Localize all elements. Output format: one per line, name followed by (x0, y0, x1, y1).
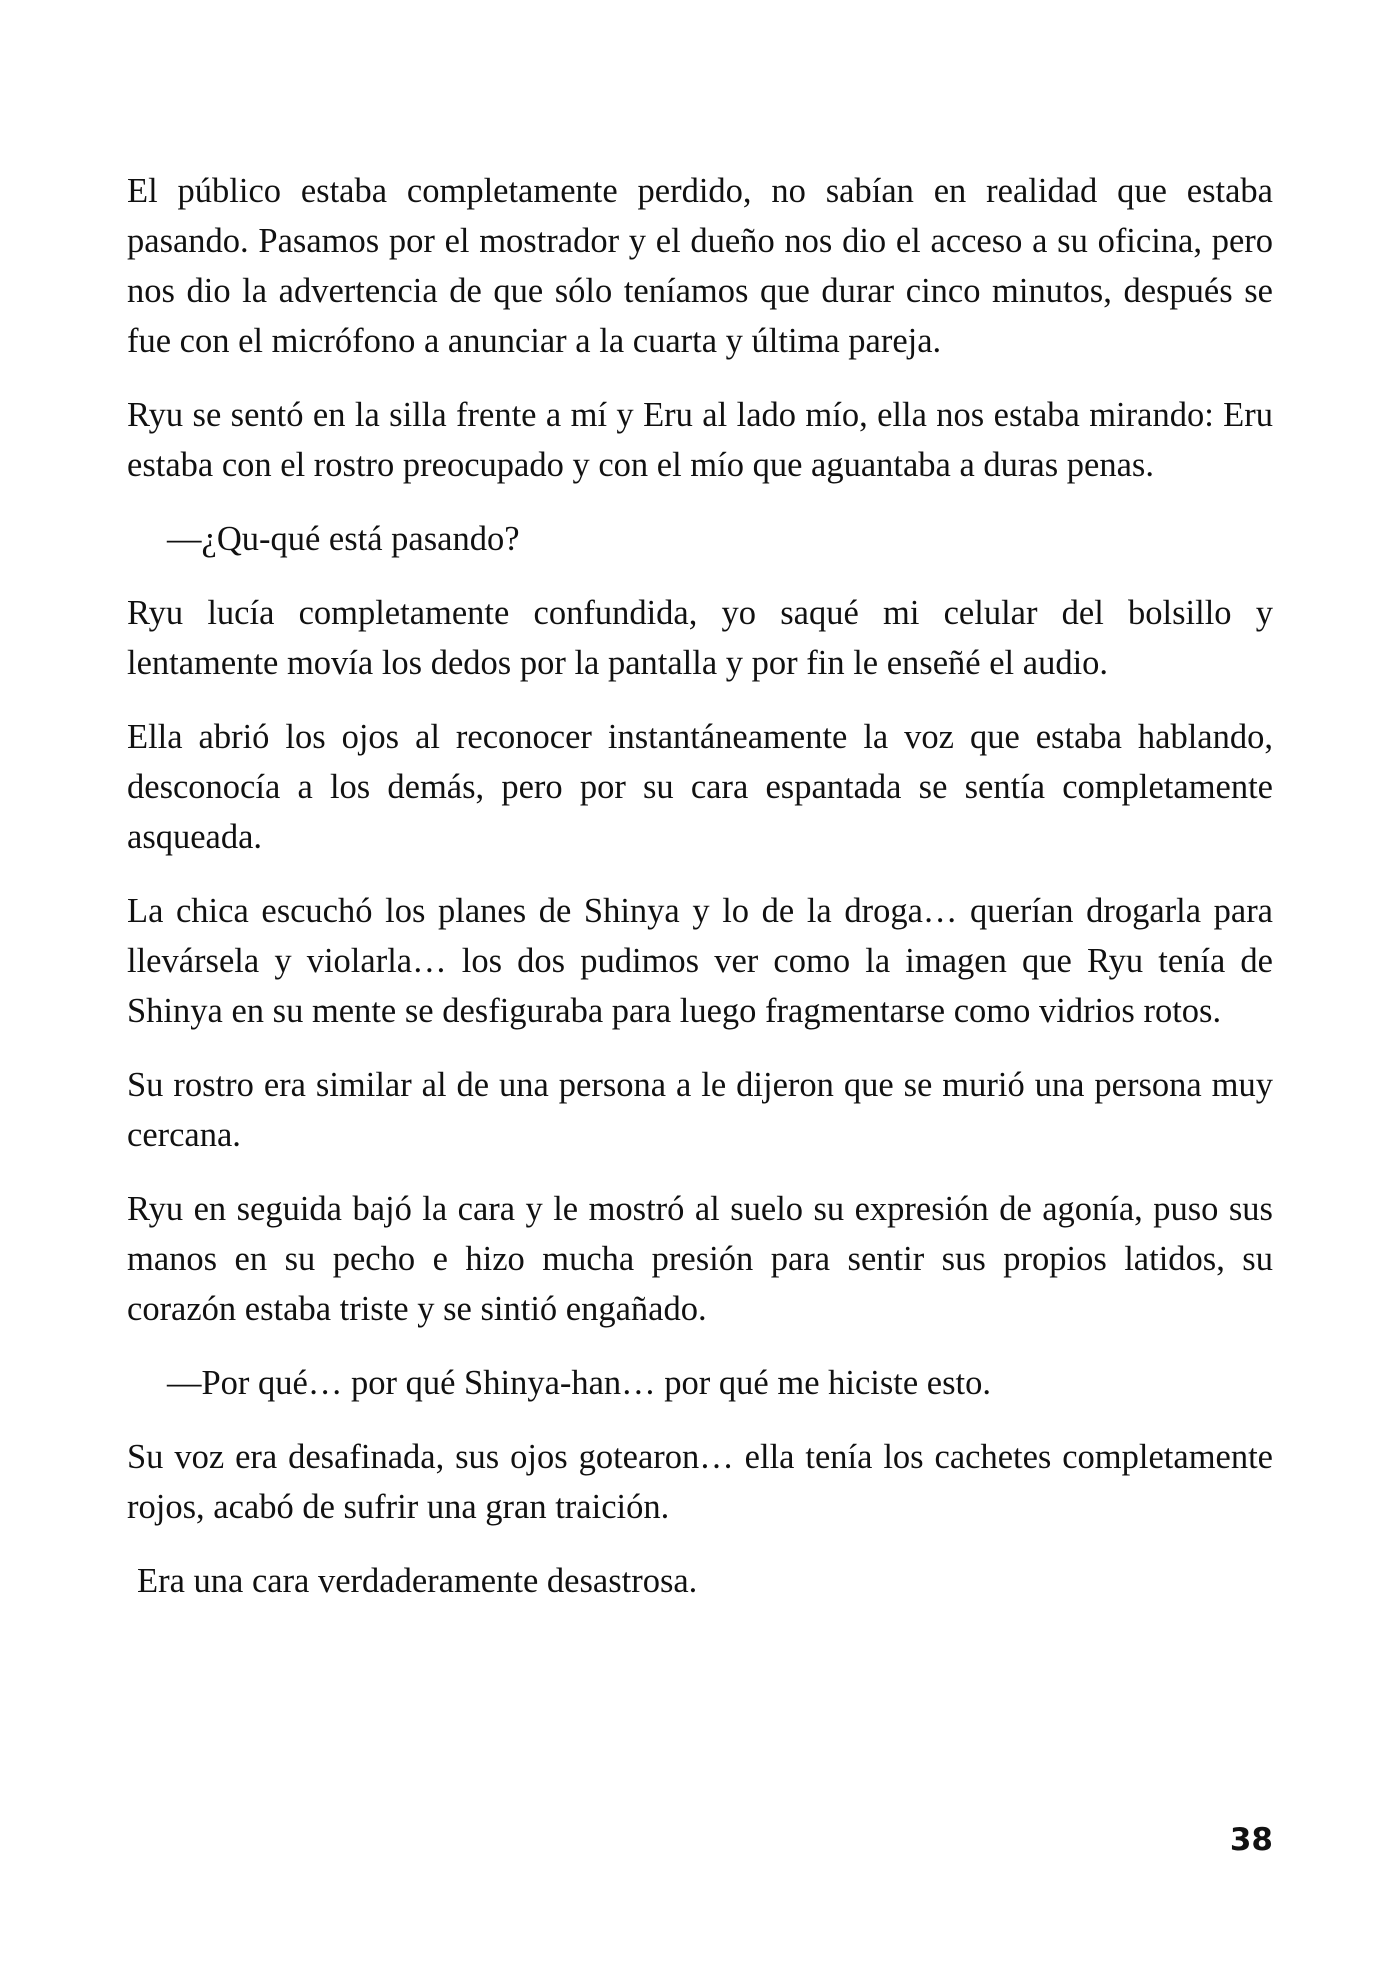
paragraph: Ella abrió los ojos al reconocer instantáneamente la voz que estaba hablando, desconocía a los demás, pero por su cara espantada se sentía completamente asqueada. (127, 718, 1273, 856)
page-number: 38 (1229, 1822, 1273, 1858)
dialogue-line: —Por qué… por qué Shinya-han… por qué me hiciste esto. (167, 1364, 992, 1402)
paragraph: El público estaba completamente perdido, no sabían en realidad que estaba pasando. Pasamos por el mostrador y el dueño nos dio el acceso a su oficina, pero nos dio la advertencia de que sólo teníamos que durar cinco minutos, después se fue con el micrófono a anunciar a la cuarta y última pareja. (127, 172, 1273, 360)
paragraph: Ryu se sentó en la silla frente a mí y Eru al lado mío, ella nos estaba mirando: Eru estaba con el rostro preocupado y con el mío que aguantaba a duras penas. (127, 396, 1273, 484)
paragraph: Su voz era desafinada, sus ojos gotearon… ella tenía los cachetes completamente rojos, acabó de sufrir una gran traición. (127, 1438, 1273, 1526)
paragraph: Su rostro era similar al de una persona a le dijeron que se murió una persona muy cercana. (127, 1066, 1273, 1154)
paragraph: Ryu en seguida bajó la cara y le mostró al suelo su expresión de agonía, puso sus manos en su pecho e hizo mucha presión para sentir sus propios latidos, su corazón estaba triste y se sintió engañado. (127, 1190, 1273, 1328)
paragraph: Era una cara verdaderamente desastrosa. (137, 1562, 698, 1600)
paragraph: Ryu lucía completamente confundida, yo saqué mi celular del bolsillo y lentamente movía los dedos por la pantalla y por fin le enseñé el audio. (127, 594, 1273, 682)
dialogue-line: —¿Qu-qué está pasando? (167, 520, 520, 558)
body-text (127, 166, 1273, 1630)
paragraph: La chica escuchó los planes de Shinya y lo de la droga… querían drogarla para llevársela y violarla… los dos pudimos ver como la imagen que Ryu tenía de Shinya en su mente se desfiguraba para luego fragmentarse como vidrios rotos. (127, 892, 1273, 1030)
